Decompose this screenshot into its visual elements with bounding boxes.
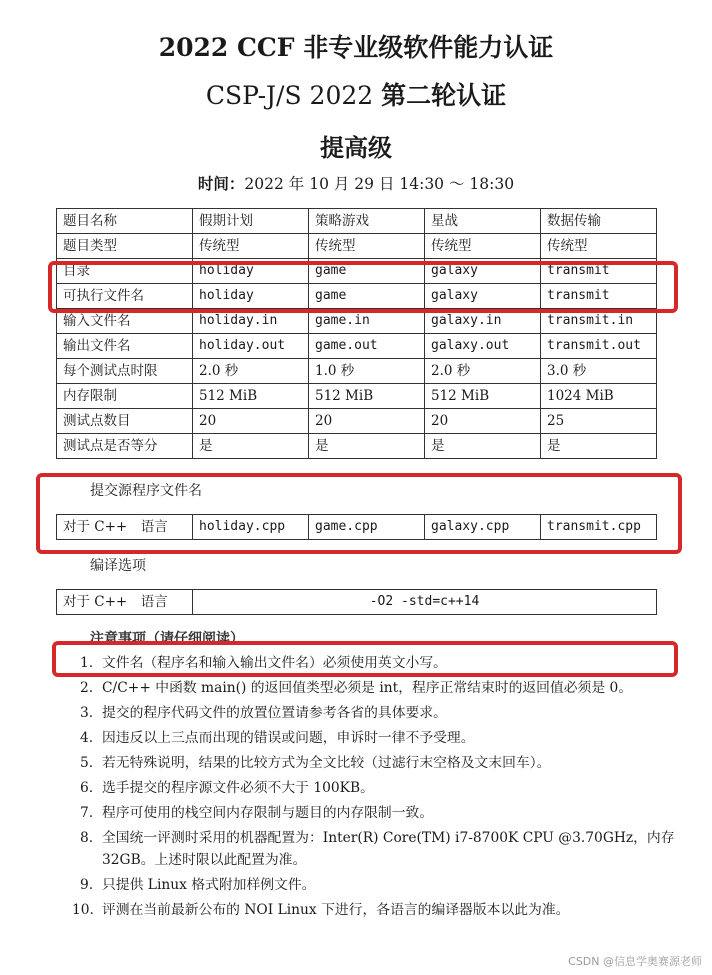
table-cell: 假期计划 [193,209,309,234]
table-cell: 1024 MiB [541,384,657,409]
table-cell: holiday [193,284,309,309]
notes-list [72,652,680,924]
list-item [80,702,680,724]
table-cell: galaxy.cpp [425,515,541,540]
submit-label: 提交源程序文件名 [90,483,202,499]
table-cell: holiday.cpp [193,515,309,540]
table-cell: 3.0 秒 [541,359,657,384]
table-cell: transmit.cpp [541,515,657,540]
list-item-number: 6. [80,780,94,796]
table-cell: galaxy [425,284,541,309]
compile-options-table [56,589,657,615]
table-cell: holiday.in [193,309,309,334]
row-header-cell: 题目名称 [57,209,193,234]
table-cell: galaxy.out [425,334,541,359]
list-item-text: 评测在当前最新公布的 NOI Linux 下进行，各语言的编译器版本以此为准。 [102,902,570,918]
list-item [72,899,680,921]
list-item [80,677,680,699]
table-cell: game.out [309,334,425,359]
table-row [57,209,657,234]
table-cell: 是 [425,434,541,459]
list-item-number: 2. [80,680,94,696]
table-cell: holiday [193,259,309,284]
highlight-box-submit [36,473,682,554]
table-cell: 传统型 [193,234,309,259]
list-item-text: 因违反以上三点而出现的错误或问题，申诉时一律不予受理。 [102,730,475,746]
table-cell: 策略游戏 [309,209,425,234]
table-cell: 数据传输 [541,209,657,234]
list-item-number: 4. [80,730,94,746]
table-row [57,434,657,459]
table-cell: transmit [541,259,657,284]
table-cell: game [309,284,425,309]
notes-title: 注意事项（请仔细阅读） [90,631,244,647]
table-cell: 传统型 [309,234,425,259]
exam-time [0,172,712,194]
list-item [80,802,680,824]
compile-label: 编译选项 [90,558,146,574]
list-item-number: 9. [80,877,94,893]
table-cell: 星战 [425,209,541,234]
subtitle-round: 第二轮认证 [381,81,507,110]
table-cell: 对于 C++ 语言 [57,515,193,540]
table-row [57,234,657,259]
row-header-cell: 测试点是否等分 [57,434,193,459]
list-item [80,752,680,774]
level-heading: 提高级 [320,133,392,162]
list-item-number: 5. [80,755,94,771]
table-cell: 是 [309,434,425,459]
time-label: 时间： [197,174,245,193]
table-cell: 1.0 秒 [309,359,425,384]
table-cell: 20 [309,409,425,434]
row-header-cell: 目录 [57,259,193,284]
table-row [57,334,657,359]
list-item-text: 文件名（程序名和输入输出文件名）必须使用英文小写。 [102,655,447,671]
list-item-number: 10. [72,902,94,918]
watermark: CSDN @信息学奥赛源老师 [568,955,702,968]
table-cell: transmit.in [541,309,657,334]
list-item-text: 提交的程序代码文件的放置位置请参考各省的具体要求。 [102,705,447,721]
list-item-text: 若无特殊说明，结果的比较方式为全文比较（过滤行末空格及文末回车）。 [102,755,551,771]
list-item [80,874,680,896]
highlight-box-filenames [48,261,678,313]
table-cell: game [309,259,425,284]
row-header-cell: 输入文件名 [57,309,193,334]
table-cell: 512 MiB [309,384,425,409]
table-cell: holiday.out [193,334,309,359]
table-cell: game.cpp [309,515,425,540]
list-item-text: 程序可使用的栈空间内存限制与题目的内存限制一致。 [102,805,434,821]
subtitle-exam-name: CSP-J/S 2022 [205,81,374,110]
row-header-cell: 可执行文件名 [57,284,193,309]
row-header-cell: 每个测试点时限 [57,359,193,384]
list-item-text: 全国统一评测时采用的机器配置为：Inter(R) Core(TM) i7-8700K CPU @3.70GHz，内存 32GB。上述时限以此配置为准。 [102,830,675,868]
row-header-cell: 输出文件名 [57,334,193,359]
list-item [80,777,680,799]
document-subtitle [0,76,712,112]
row-header-cell: 测试点数目 [57,409,193,434]
time-value: 2022 年 10 月 29 日 14:30 ～ 18:30 [244,175,515,193]
table-cell: galaxy [425,259,541,284]
table-row [57,590,657,615]
table-cell: 2.0 秒 [193,359,309,384]
list-item-text: 只提供 Linux 格式附加样例文件。 [102,877,316,893]
table-row [57,409,657,434]
table-cell: 512 MiB [425,384,541,409]
table-cell: game.in [309,309,425,334]
table-cell: 是 [541,434,657,459]
highlight-box-note-1 [52,641,678,677]
table-cell: 2.0 秒 [425,359,541,384]
list-item-number: 1. [80,655,94,671]
list-item-number: 7. [80,805,94,821]
list-item-number: 8. [80,830,94,846]
row-header-cell: 题目类型 [57,234,193,259]
table-cell: 20 [193,409,309,434]
table-cell: 512 MiB [193,384,309,409]
table-cell: 传统型 [425,234,541,259]
list-item-text: C/C++ 中函数 main() 的返回值类型必须是 int，程序正常结束时的返回值必须是 0。 [102,680,633,696]
document-title: 2022 CCF 非专业级软件能力认证 [158,33,554,62]
table-cell: 对于 C++ 语言 [57,590,193,615]
list-item [80,827,680,871]
table-row [57,359,657,384]
table-cell: 25 [541,409,657,434]
table-cell: 是 [193,434,309,459]
table-cell: transmit [541,284,657,309]
table-cell: 传统型 [541,234,657,259]
table-cell: 20 [425,409,541,434]
list-item [80,727,680,749]
table-cell: transmit.out [541,334,657,359]
row-header-cell: 内存限制 [57,384,193,409]
table-cell: galaxy.in [425,309,541,334]
table-row [57,384,657,409]
list-item-text: 选手提交的程序源文件必须不大于 100KB。 [102,780,374,796]
list-item-number: 3. [80,705,94,721]
problem-table [56,208,657,459]
compile-options: -O2 -std=c++14 [193,590,657,615]
